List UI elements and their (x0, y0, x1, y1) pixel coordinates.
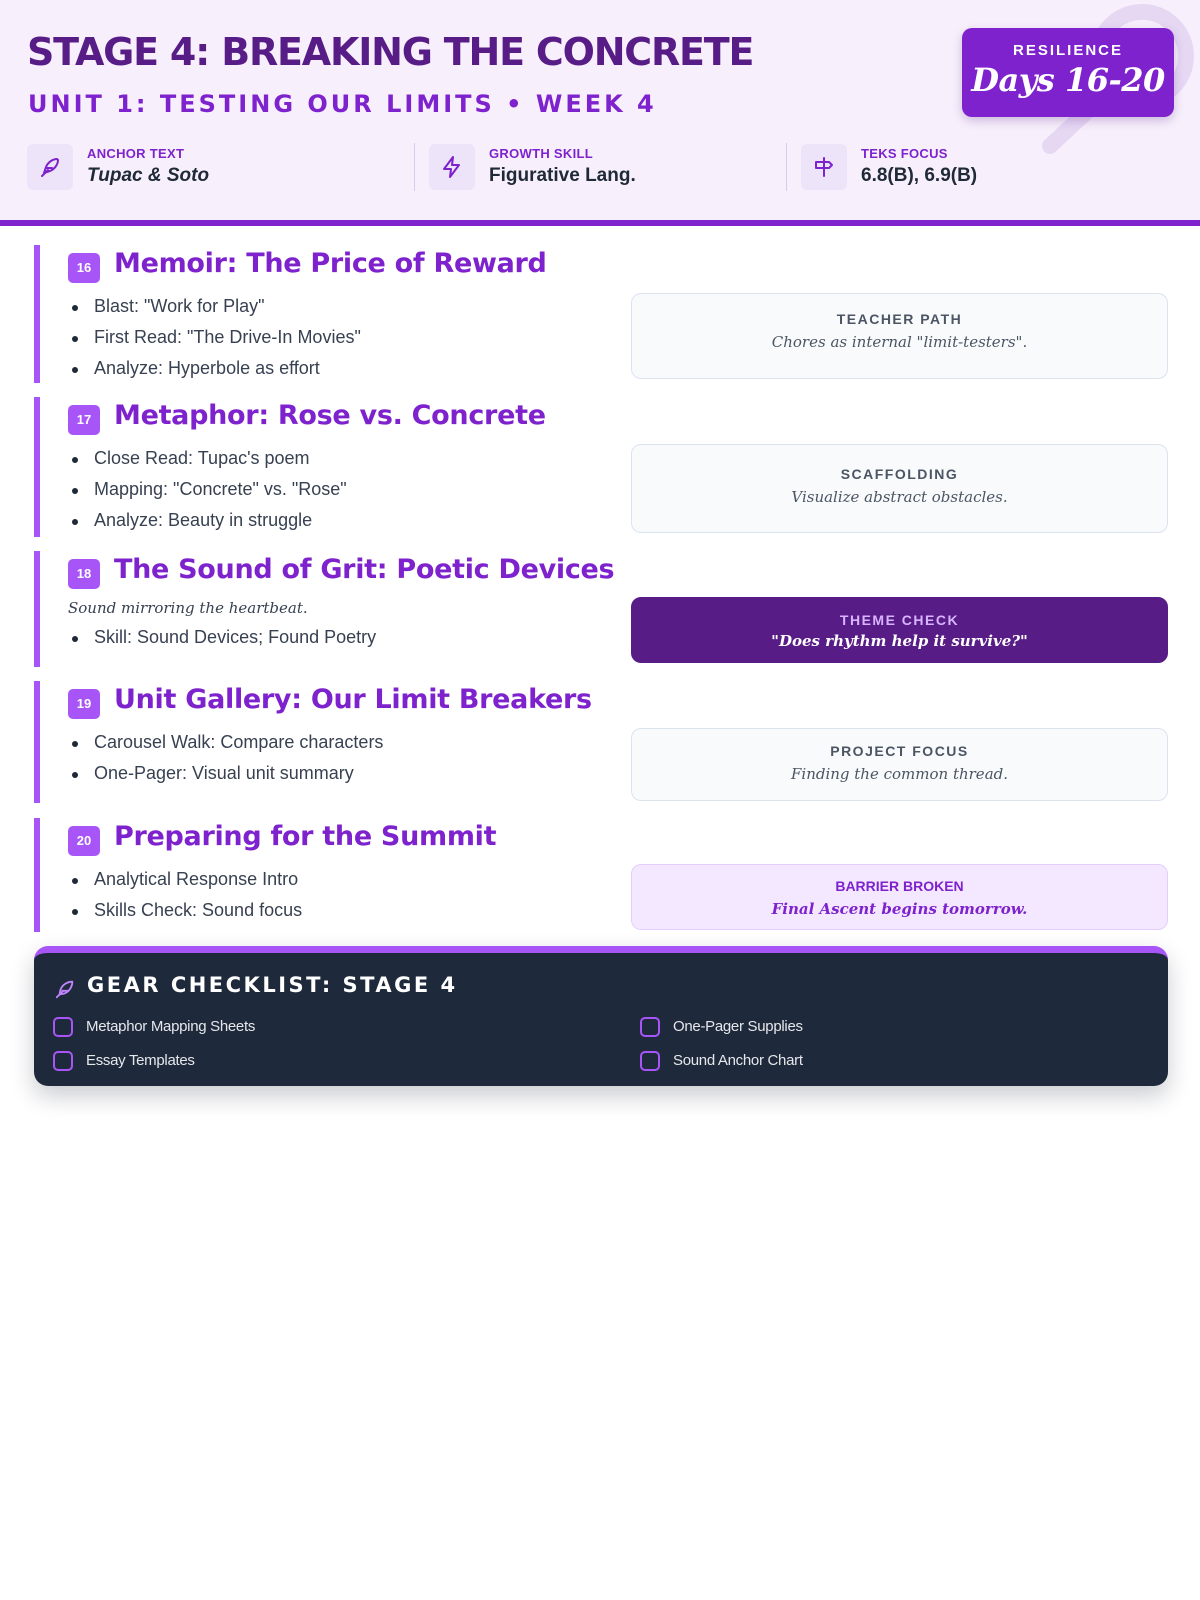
card-label: THEME CHECK (839, 612, 960, 628)
checkbox[interactable] (640, 1051, 660, 1071)
meta-label: TEKS FOCUS (861, 146, 948, 161)
project-focus-card (631, 728, 1168, 801)
days-badge (962, 28, 1174, 117)
list-item: Mapping: "Concrete" vs. "Rose" (68, 474, 347, 505)
day-task-list (68, 622, 376, 653)
checklist-item-label: Sound Anchor Chart (673, 1052, 803, 1069)
meta-label: ANCHOR TEXT (87, 146, 185, 161)
signpost-icon (801, 144, 847, 190)
page-header (0, 0, 1200, 226)
meta-value: 6.8(B), 6.9(B) (861, 165, 978, 186)
gear-checklist (34, 946, 1168, 1086)
meta-value: Figurative Lang. (489, 165, 636, 186)
day-accent-bar (34, 245, 40, 383)
list-item: Skills Check: Sound focus (68, 895, 302, 926)
meta-divider (786, 143, 787, 191)
list-item: One-Pager: Visual unit summary (68, 758, 383, 789)
lightning-bolt-icon (429, 144, 475, 190)
day-task-list (68, 291, 361, 384)
list-item: Analyze: Beauty in struggle (68, 505, 347, 536)
list-item: Analytical Response Intro (68, 864, 302, 895)
teacher-path-card (631, 293, 1168, 379)
list-item: Skill: Sound Devices; Found Poetry (68, 622, 376, 653)
meta-anchor-text (27, 144, 397, 190)
day-section-20 (34, 818, 1168, 932)
day-note: Sound mirroring the heartbeat. (68, 599, 308, 617)
meta-value: Tupac & Soto (87, 165, 210, 186)
card-text: Chores as internal "limit-testers". (771, 333, 1028, 351)
day-section-17 (34, 397, 1168, 537)
list-item: Close Read: Tupac's poem (68, 443, 347, 474)
feather-pen-icon (27, 144, 73, 190)
day-accent-bar (34, 818, 40, 932)
meta-label: GROWTH SKILL (489, 146, 593, 161)
checklist-title: GEAR CHECKLIST: STAGE 4 (87, 973, 458, 997)
list-item: Blast: "Work for Play" (68, 291, 361, 322)
card-text: Visualize abstract obstacles. (791, 488, 1008, 506)
day-section-18 (34, 551, 1168, 667)
theme-check-card (631, 597, 1168, 663)
meta-growth-skill (429, 144, 759, 190)
day-title: Metaphor: Rose vs. Concrete (114, 400, 546, 431)
day-number-badge: 19 (68, 689, 100, 719)
list-item: Carousel Walk: Compare characters (68, 727, 383, 758)
day-task-list (68, 443, 347, 536)
feather-icon (54, 978, 76, 1000)
scaffolding-card (631, 444, 1168, 533)
day-title: Preparing for the Summit (114, 821, 497, 852)
list-item: Analyze: Hyperbole as effort (68, 353, 361, 384)
card-text: Finding the common thread. (790, 765, 1009, 783)
day-accent-bar (34, 681, 40, 803)
day-task-list (68, 864, 302, 926)
day-number-badge: 16 (68, 253, 100, 283)
day-title: Unit Gallery: Our Limit Breakers (114, 684, 592, 715)
page-title: STAGE 4: BREAKING THE CONCRETE (27, 30, 754, 74)
badge-label: RESILIENCE (1012, 42, 1123, 59)
badge-days: Days 16-20 (971, 61, 1165, 99)
day-number-badge: 17 (68, 405, 100, 435)
checklist-item-label: Metaphor Mapping Sheets (86, 1018, 256, 1035)
day-accent-bar (34, 397, 40, 537)
day-number-badge: 18 (68, 559, 100, 589)
day-task-list (68, 727, 383, 789)
checkbox[interactable] (53, 1051, 73, 1071)
card-label: SCAFFOLDING (840, 466, 959, 482)
page-subtitle: UNIT 1: TESTING OUR LIMITS • WEEK 4 (28, 90, 657, 118)
card-label: BARRIER BROKEN (835, 878, 964, 894)
checkbox[interactable] (640, 1017, 660, 1037)
checklist-item-label: One-Pager Supplies (673, 1018, 803, 1035)
day-section-16 (34, 245, 1168, 383)
day-title: Memoir: The Price of Reward (114, 248, 547, 279)
card-text: Final Ascent begins tomorrow. (771, 900, 1028, 918)
day-number-badge: 20 (68, 826, 100, 856)
checkbox[interactable] (53, 1017, 73, 1037)
barrier-broken-card (631, 864, 1168, 930)
checklist-item-label: Essay Templates (86, 1052, 195, 1069)
card-label: TEACHER PATH (836, 311, 963, 327)
list-item: First Read: "The Drive-In Movies" (68, 322, 361, 353)
day-accent-bar (34, 551, 40, 667)
card-text: "Does rhythm help it survive?" (771, 632, 1028, 650)
meta-divider (414, 143, 415, 191)
day-title: The Sound of Grit: Poetic Devices (114, 554, 615, 585)
card-label: PROJECT FOCUS (830, 743, 969, 759)
day-section-19 (34, 681, 1168, 803)
meta-teks-focus (801, 144, 1101, 190)
